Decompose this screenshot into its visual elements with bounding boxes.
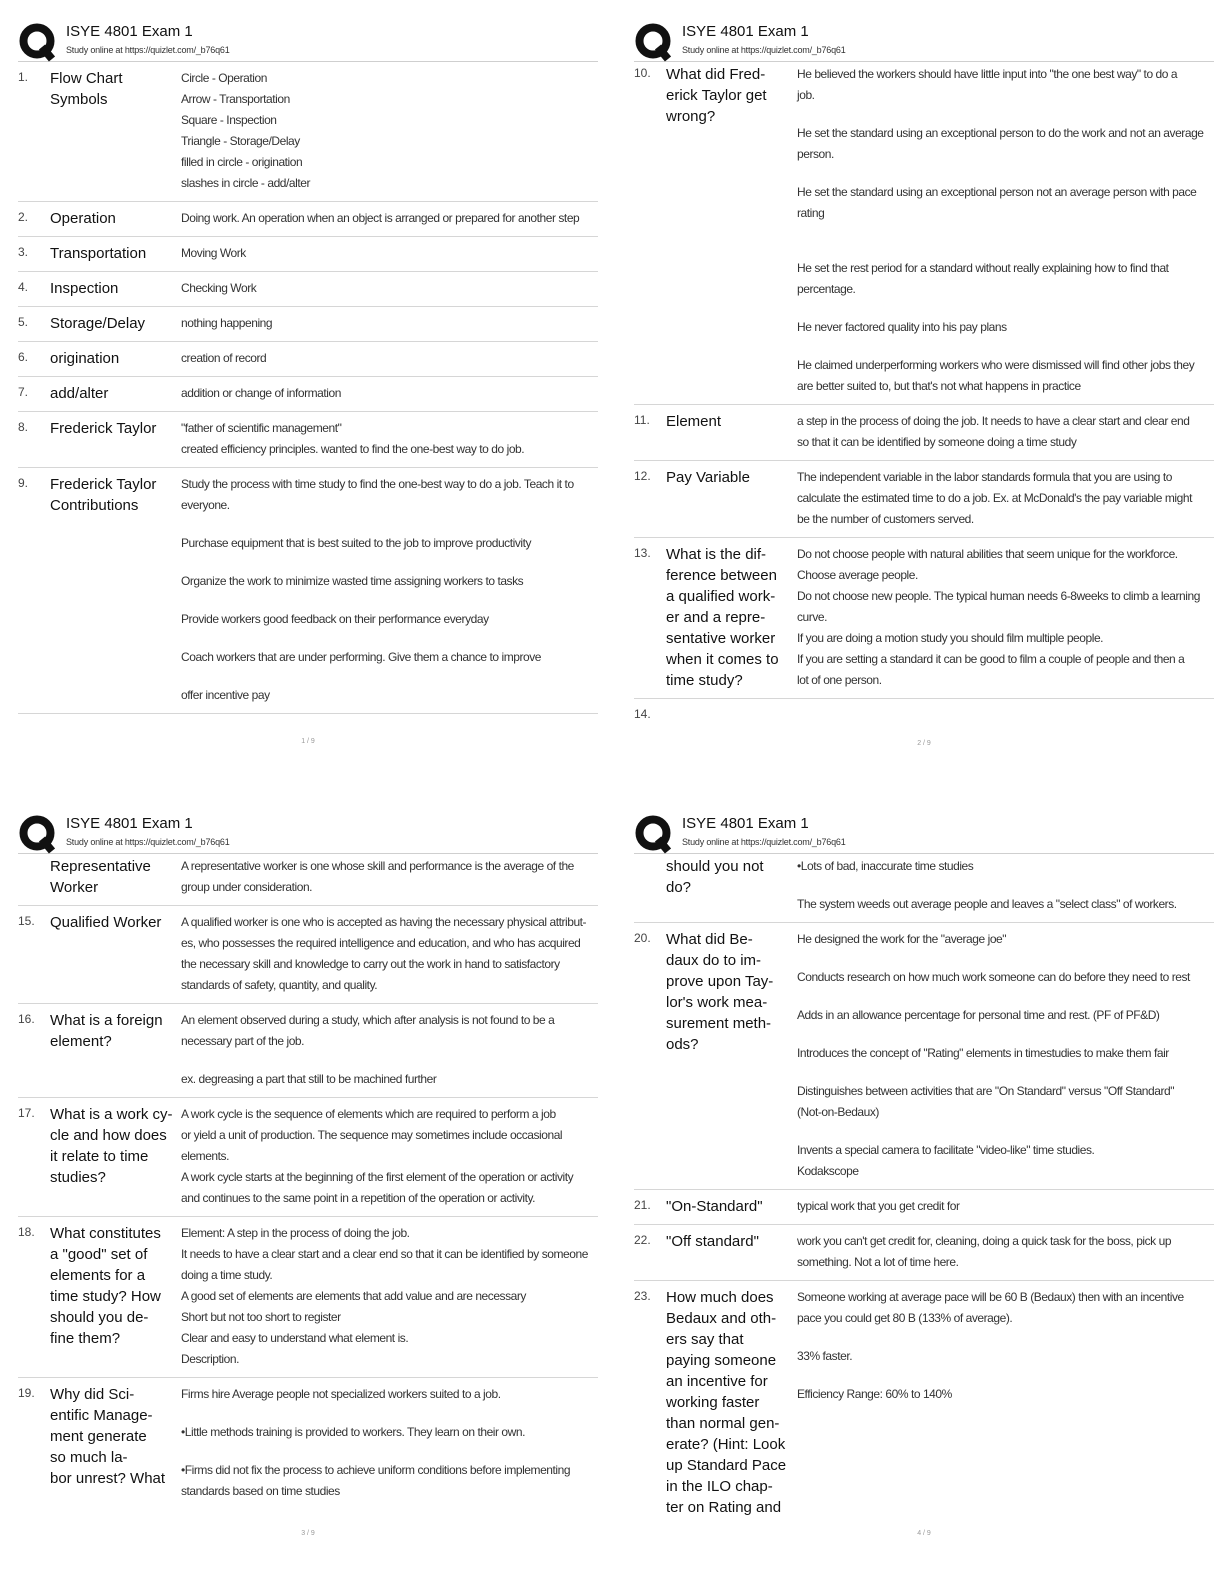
card-definition: Doing work. An operation when an object is arranged or prepared for another step — [181, 211, 580, 225]
card-number: 10. — [634, 66, 651, 80]
quizlet-logo-icon — [18, 814, 58, 854]
card-number: 3. — [18, 245, 29, 259]
card-row — [634, 405, 1214, 461]
page-title: ISYE 4801 Exam 1 — [682, 23, 809, 40]
card-definition: He designed the work for the "average joe" Conducts research on how much work someone can do before they need to rest Adds in an allowance percentage for personal time and rest. (PF of PF&D) Introduces the concept of "Rating" elements in timestudies to make them fair Distinguishes between activities that are "On Standard" versus "Off Standard" (Not-on-Bedaux) Invents a special camera to facilitate "video-like" time studies. Kodakscope — [797, 932, 1190, 1178]
card-row — [18, 62, 598, 202]
card-term: Flow Chart Symbols — [50, 70, 123, 108]
card-number: 7. — [18, 385, 29, 399]
card-term: Pay Variable — [666, 469, 750, 486]
card-row — [634, 854, 1214, 923]
card-number: 22. — [634, 1233, 651, 1247]
card-row — [18, 272, 598, 307]
card-definition: "father of scientific management" created efficiency principles. wanted to find the one-best way to do job. — [181, 421, 525, 456]
card-definition: An element observed during a study, which after analysis is not found to be a necessary part of the job. ex. degreasing a part that still to be machined further — [181, 1013, 555, 1086]
card-definition: work you can't get credit for, cleaning, doing a quick task for the boss, pick up something. Not a lot of time here. — [797, 1234, 1172, 1269]
card-definition: Someone working at average pace will be 60 B (Bedaux) then with an incentive pace you could get 80 B (133% of average). 33% faster. Efficiency Range: 60% to 140% — [797, 1290, 1184, 1401]
card-definition: Firms hire Average people not specialized workers suited to a job. •Little methods training is provided to workers. They learn on their own. •Firms did not fix the process to achieve uniform conditions before implementing standards based on time studies — [181, 1387, 571, 1498]
card-number: 2. — [18, 210, 29, 224]
card-definition: a step in the process of doing the job. It needs to have a clear start and clear end so that it can be identified by someone doing a time study — [797, 414, 1190, 449]
card-number: 12. — [634, 469, 651, 483]
card-term: Storage/Delay — [50, 315, 146, 332]
card-number: 5. — [18, 315, 29, 329]
page-title: ISYE 4801 Exam 1 — [66, 23, 193, 40]
page-header — [634, 812, 1214, 854]
card-row — [18, 1378, 598, 1509]
card-definition: addition or change of information — [181, 386, 341, 400]
card-definition: creation of record — [181, 351, 267, 365]
card-definition: He believed the workers should have little input into "the one best way" to do a job. He set the standard using an exceptional person to do the work and not an average person. He set the standard using an exceptional person not an average person with pace rating He set the rest period for a standard without really explaining how to find that percentage. He never factored quality into his pay plans He claimed underperforming workers who were dismissed will find other jobs they are better suited to, but that's not what happens in practice — [797, 67, 1204, 393]
card-term: What did Fred- erick Taylor get wrong? — [666, 66, 767, 125]
card-row — [634, 538, 1214, 699]
page-number: 3 / 9 — [301, 1530, 315, 1537]
card-term: Inspection — [50, 280, 119, 297]
card-term: origination — [50, 350, 120, 367]
card-row — [18, 342, 598, 377]
card-row — [18, 237, 598, 272]
card-row — [18, 412, 598, 468]
document-page-3 — [18, 812, 598, 1582]
card-number: 9. — [18, 476, 29, 490]
card-definition: Circle - Operation Arrow - Transportation Square - Inspection Triangle - Storage/Delay filled in circle - origination slashes in circle - add/alter — [181, 71, 311, 190]
card-number: 6. — [18, 350, 29, 364]
card-number: 20. — [634, 931, 651, 945]
card-definition: Moving Work — [181, 246, 246, 260]
card-term: What constitutes a "good" set of elements for a time study? How should you de- fine them? — [50, 1225, 161, 1347]
document-page-1 — [18, 20, 598, 790]
card-row — [634, 461, 1214, 538]
page-header — [18, 20, 598, 62]
card-number: 4. — [18, 280, 29, 294]
page-number: 2 / 9 — [917, 740, 931, 747]
card-term: What is the dif- ference between a qualified work- er and a repre- sentative worker when it comes to time study? — [666, 546, 779, 689]
page-number: 4 / 9 — [917, 1530, 931, 1537]
card-term: "On-Standard" — [666, 1198, 763, 1215]
card-row — [18, 1098, 598, 1217]
card-definition: A qualified worker is one who is accepted as having the necessary physical attribut- es, who possesses the required intelligence and education, and who has acquired the necessary skill and knowledge to carry out the work in hand to satisfactory standards of safety, quantity, and quality. — [181, 915, 587, 992]
card-term: What is a foreign element? — [50, 1012, 163, 1050]
study-link[interactable]: Study online at https://quizlet.com/_b76q61 — [66, 45, 230, 55]
page-header — [634, 20, 1214, 62]
card-number: 16. — [18, 1012, 35, 1026]
card-row — [634, 62, 1214, 405]
card-definition: Checking Work — [181, 281, 257, 295]
card-row — [634, 699, 1214, 728]
card-number: 18. — [18, 1225, 35, 1239]
study-link[interactable]: Study online at https://quizlet.com/_b76q61 — [682, 837, 846, 847]
card-number: 1. — [18, 70, 29, 84]
card-term: Element — [666, 413, 722, 430]
card-number: 17. — [18, 1106, 35, 1120]
card-definition: The independent variable in the labor standards formula that you are using to calculate the estimated time to do a job. Ex. at McDonald's the pay variable might be the number of customers served. — [797, 470, 1192, 526]
card-term: Representative Worker — [50, 858, 151, 896]
card-definition: typical work that you get credit for — [797, 1199, 960, 1213]
page-header — [18, 812, 598, 854]
card-definition: nothing happening — [181, 316, 273, 330]
card-row — [634, 1281, 1214, 1525]
card-term: Frederick Taylor — [50, 420, 157, 437]
document-page-2 — [634, 20, 1214, 790]
card-term: How much does Bedaux and oth- ers say that paying someone an incentive for working faster than normal gen- erate? (Hint: Look up Standard Pace in the ILO chap- ter on Rating and — [666, 1289, 787, 1516]
card-number: 8. — [18, 420, 29, 434]
card-number: 19. — [18, 1386, 35, 1400]
study-link[interactable]: Study online at https://quizlet.com/_b76q61 — [682, 45, 846, 55]
card-term: Frederick Taylor Contributions — [50, 476, 157, 514]
card-definition: Element: A step in the process of doing the job. It needs to have a clear start and a clear end so that it can be identified by someone doing a time study. A good set of elements are elements that add value and are necessary Short but not too short to register Clear and easy to understand what element is. Description. — [181, 1226, 588, 1366]
card-definition: Do not choose people with natural abilities that seem unique for the workforce. Choose average people. Do not choose new people. The typical human needs 6-8weeks to climb a learning curve. If you are doing a motion study you should film multiple people. If you are setting a standard it can be good to film a couple of people and then a lot of one person. — [797, 547, 1200, 687]
quizlet-logo-icon — [634, 814, 674, 854]
card-row — [18, 202, 598, 237]
card-row — [18, 854, 598, 906]
card-term: Qualified Worker — [50, 914, 162, 931]
card-number: 14. — [634, 707, 651, 721]
card-definition: Study the process with time study to find the one-best way to do a job. Teach it to everyone. Purchase equipment that is best suited to the job to improve productivity Organize the work to minimize wasted time assigning workers to tasks Provide workers good feedback on their performance everyday Coach workers that are under performing. Give them a chance to improve offer incentive pay — [181, 477, 574, 702]
card-row — [634, 1225, 1214, 1281]
card-term: Transportation — [50, 245, 147, 262]
card-term: "Off standard" — [666, 1233, 759, 1250]
page-title: ISYE 4801 Exam 1 — [66, 815, 193, 832]
quizlet-logo-icon — [634, 22, 674, 62]
card-number: 13. — [634, 546, 651, 560]
card-row — [18, 1217, 598, 1378]
card-row — [634, 1190, 1214, 1225]
quizlet-logo-icon — [18, 22, 58, 62]
card-term: What is a work cy- cle and how does it relate to time studies? — [50, 1106, 173, 1186]
card-term: Why did Sci- entific Manage- ment generate so much la- bor unrest? What — [50, 1386, 166, 1487]
card-definition: •Lots of bad, inaccurate time studies The system weeds out average people and leaves a "select class" of workers. — [797, 859, 1177, 911]
card-term: should you not do? — [666, 858, 764, 896]
page-number: 1 / 9 — [301, 738, 315, 745]
card-row — [18, 468, 598, 714]
card-row — [18, 1004, 598, 1098]
card-number: 21. — [634, 1198, 651, 1212]
card-definition: A representative worker is one whose skill and performance is the average of the group under consideration. — [181, 859, 574, 894]
card-term: add/alter — [50, 385, 109, 402]
card-row — [18, 377, 598, 412]
document-page-4 — [634, 812, 1214, 1582]
card-number: 15. — [18, 914, 35, 928]
card-row — [634, 923, 1214, 1190]
card-row — [18, 906, 598, 1004]
page-title: ISYE 4801 Exam 1 — [682, 815, 809, 832]
card-row — [18, 307, 598, 342]
card-term: What did Be- daux do to im- prove upon Tay- lor's work mea- surement meth- ods? — [666, 931, 774, 1053]
card-term: Operation — [50, 210, 116, 227]
card-definition: A work cycle is the sequence of elements which are required to perform a job or yield a unit of production. The sequence may sometimes include occasional elements. A work cycle starts at the beginning of the first element of the operation or activity and continues to the same point in a repetition of the operation or activity. — [181, 1107, 574, 1205]
card-number: 23. — [634, 1289, 651, 1303]
card-number: 11. — [634, 413, 650, 427]
study-link[interactable]: Study online at https://quizlet.com/_b76q61 — [66, 837, 230, 847]
